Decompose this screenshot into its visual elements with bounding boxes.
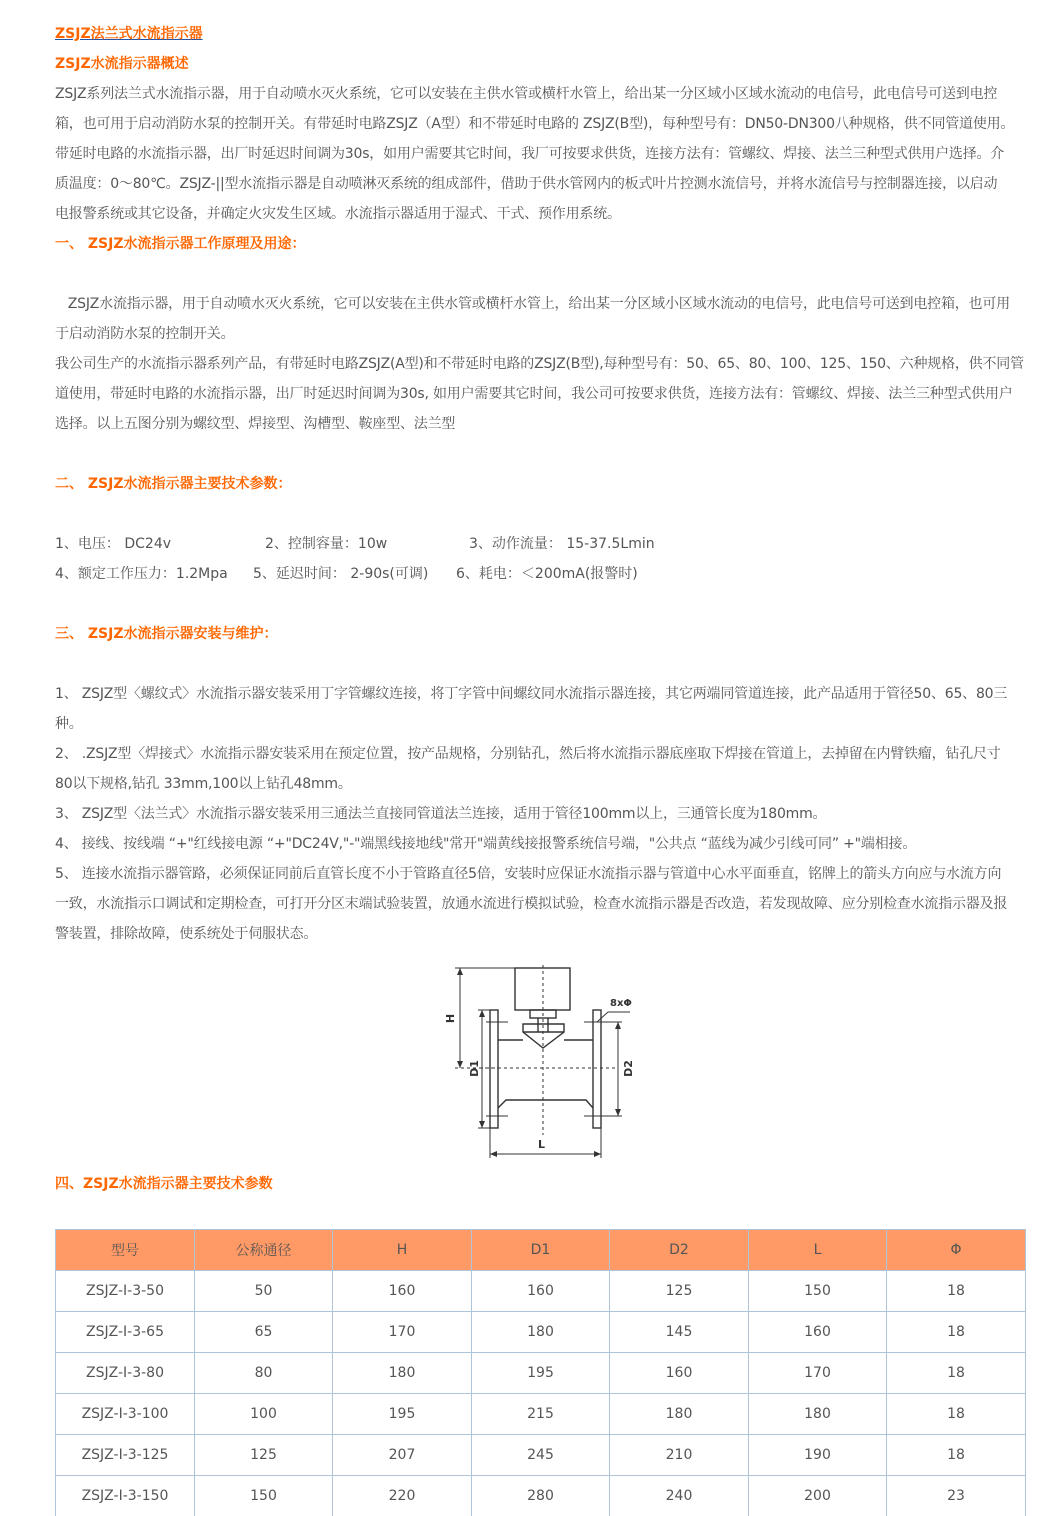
section4-heading: 四、ZSJZ水流指示器主要技术参数 (55, 1176, 273, 1192)
cell: 50 (195, 1271, 333, 1312)
dimension-label-h: H (444, 1013, 458, 1024)
overview-line: 箱，也可用于启动消防水泵的控制开关。有带延时电路ZSJZ（A型）和不带延时电路的 ZSJZ(B型)，每种型号有：DN50-DN300八种规格，供不同管道使用。 (55, 116, 1015, 132)
table-row (56, 1476, 1026, 1516)
param-rated-pressure: 4、额定工作压力：1.2Mpa (55, 566, 228, 582)
install-line: 80以下规格,钻孔 33mm,100以上钻孔48mm。 (55, 776, 352, 792)
install-line: 2、 .ZSJZ型〈焊接式〉水流指示器安装采用在预定位置，按产品规格，分别钻孔，然后将水流指示器底座取下焊接在管道上，去掉留在内臂铁瘤，钻孔尺寸 (55, 746, 1001, 762)
cell: 18 (887, 1353, 1026, 1394)
cell: 215 (472, 1394, 610, 1435)
cell: 125 (195, 1435, 333, 1476)
install-line: 一致，水流指示口调试和定期检查，可打开分区末端试验装置，放通水流进行模拟试验，检查水流指示器是否改造，若发现故障、应分别检查水流指示器及报 (55, 896, 1008, 912)
col-header-d1: D1 (472, 1230, 610, 1271)
section3-heading: 三、 ZSJZ水流指示器安装与维护： (55, 626, 278, 642)
cell: ZSJZ-I-3-150 (56, 1476, 195, 1516)
dimension-label-l: L (538, 1138, 546, 1151)
cell: 240 (610, 1476, 749, 1516)
cell: 170 (333, 1312, 472, 1353)
cell: 195 (472, 1353, 610, 1394)
cell: 150 (749, 1271, 887, 1312)
cell: ZSJZ-I-3-125 (56, 1435, 195, 1476)
section1-line: 我公司生产的水流指示器系列产品，有带延时电路ZSJZ(A型)和不带延时电路的ZSJZ(B型),每种型号有：50、65、80、100、125、150、六种规格，供不同管 (55, 356, 1024, 372)
cell: 207 (333, 1435, 472, 1476)
param-delay-time: 5、延迟时间： 2-90s(可调) (253, 566, 429, 582)
cell: 18 (887, 1312, 1026, 1353)
table-row (56, 1312, 1026, 1353)
table-row (56, 1271, 1026, 1312)
overview-line: ZSJZ系列法兰式水流指示器，用于自动喷水灭火系统，它可以安装在主供水管或横杆水管上，给出某一分区域小区域水流动的电信号，此电信号可送到电控 (55, 86, 998, 102)
cell: 280 (472, 1476, 610, 1516)
section2-heading: 二、 ZSJZ水流指示器主要技术参数： (55, 476, 292, 492)
cell: 125 (610, 1271, 749, 1312)
table-row (56, 1435, 1026, 1476)
cell: 160 (749, 1312, 887, 1353)
cell: 245 (472, 1435, 610, 1476)
cell: ZSJZ-I-3-100 (56, 1394, 195, 1435)
overview-line: 质温度：0～80℃。ZSJZ-||型水流指示器是自动喷淋灭系统的组成部件，借助于供水管网内的板式叶片控测水流信号，并将水流信号与控制器连接，以启动 (55, 176, 998, 192)
overview-line: 带延时电路的水流指示器，出厂时延迟时间调为30s，如用户需要其它时间，我厂可按要求供货，连接方法有：管螺纹、焊接、法兰三种型式供用户选择。介 (55, 146, 1005, 162)
flow-indicator-diagram (440, 960, 640, 1160)
install-line: 3、 ZSJZ型〈法兰式〉水流指示器安装采用三通法兰直接同管道法兰连接，适用于管径100mm以上，三通管长度为180mm。 (55, 806, 827, 822)
cell: 65 (195, 1312, 333, 1353)
cell: 180 (749, 1394, 887, 1435)
dimension-label-d1: D1 (467, 1060, 481, 1077)
cell: 190 (749, 1435, 887, 1476)
cell: 80 (195, 1353, 333, 1394)
section1-line: ZSJZ水流指示器，用于自动喷水灭火系统，它可以安装在主供水管或横杆水管上，给出某一分区域小区域水流动的电信号，此电信号可送到电控箱，也可用 (55, 296, 1010, 312)
cell: 160 (472, 1271, 610, 1312)
param-control-capacity: 2、控制容量：10w (265, 536, 388, 552)
cell: 18 (887, 1435, 1026, 1476)
page-title-link[interactable]: ZSJZ法兰式水流指示器 (55, 26, 203, 42)
table-header-row (56, 1230, 1026, 1271)
install-line: 4、 接线、按线端 “+"红线接电源 “+"DC24V,"-"端黑线接地线"常开"端黄线接报警系统信号端，"公共点 “蓝线为减少引线可同” +"端相接。 (55, 836, 917, 852)
cell: 18 (887, 1394, 1026, 1435)
cell: 23 (887, 1476, 1026, 1516)
cell: 145 (610, 1312, 749, 1353)
overview-line: 电报警系统或其它设备，并确定火灾发生区域。水流指示器适用于湿式、干式、预作用系统。 (55, 206, 621, 222)
spec-table (55, 1229, 1026, 1516)
dimension-label-d2: D2 (621, 1060, 635, 1077)
dimension-label-holes: 8xΦ (610, 998, 632, 1009)
install-line: 警装置，排除故障，使系统处于伺服状态。 (55, 926, 318, 942)
col-header-phi: Φ (887, 1230, 1026, 1271)
cell: 180 (472, 1312, 610, 1353)
col-header-model: 型号 (56, 1230, 195, 1271)
col-header-d2: D2 (610, 1230, 749, 1271)
param-voltage: 1、电压： DC24v (55, 536, 172, 552)
table-row (56, 1353, 1026, 1394)
cell: 180 (610, 1394, 749, 1435)
cell: 18 (887, 1271, 1026, 1312)
col-header-nominal-diameter: 公称通径 (195, 1230, 333, 1271)
cell: ZSJZ-I-3-65 (56, 1312, 195, 1353)
cell: ZSJZ-I-3-80 (56, 1353, 195, 1394)
cell: 200 (749, 1476, 887, 1516)
install-line: 种。 (55, 716, 83, 732)
install-line: 5、 连接水流指示器管路，必须保证同前后直管长度不小于管路直径5倍，安装时应保证水流指示器与管道中心水平面垂直，铭牌上的箭头方向应与水流方向 (55, 866, 1002, 882)
cell: 100 (195, 1394, 333, 1435)
overview-heading: ZSJZ水流指示器概述 (55, 56, 189, 72)
cell: 220 (333, 1476, 472, 1516)
param-action-flow: 3、动作流量： 15-37.5Lmin (469, 536, 655, 552)
cell: 195 (333, 1394, 472, 1435)
section1-line: 选择。以上五图分别为螺纹型、焊接型、沟槽型、鞍座型、法兰型 (55, 416, 456, 432)
table-row (56, 1394, 1026, 1435)
cell: 170 (749, 1353, 887, 1394)
param-power-consumption: 6、耗电：＜200mA(报警时) (456, 566, 638, 582)
col-header-l: L (749, 1230, 887, 1271)
install-line: 1、 ZSJZ型〈螺纹式〉水流指示器安装采用丁字管螺纹连接，将丁字管中间螺纹同水流指示器连接，其它两端同管道连接，此产品适用于管径50、65、80三 (55, 686, 1008, 702)
cell: 180 (333, 1353, 472, 1394)
section1-line: 于启动消防水泵的控制开关。 (55, 326, 235, 342)
cell: 210 (610, 1435, 749, 1476)
section1-heading: 一、 ZSJZ水流指示器工作原理及用途： (55, 236, 306, 252)
section1-line: 道使用，带延时电路的水流指示器，出厂时延迟时间调为30s, 如用户需要其它时间，我公司可按要求供货，连接方法有：管螺纹、焊接、法兰三种型式供用户 (55, 386, 1013, 402)
cell: 160 (333, 1271, 472, 1312)
cell: 150 (195, 1476, 333, 1516)
col-header-h: H (333, 1230, 472, 1271)
cell: ZSJZ-I-3-50 (56, 1271, 195, 1312)
cell: 160 (610, 1353, 749, 1394)
